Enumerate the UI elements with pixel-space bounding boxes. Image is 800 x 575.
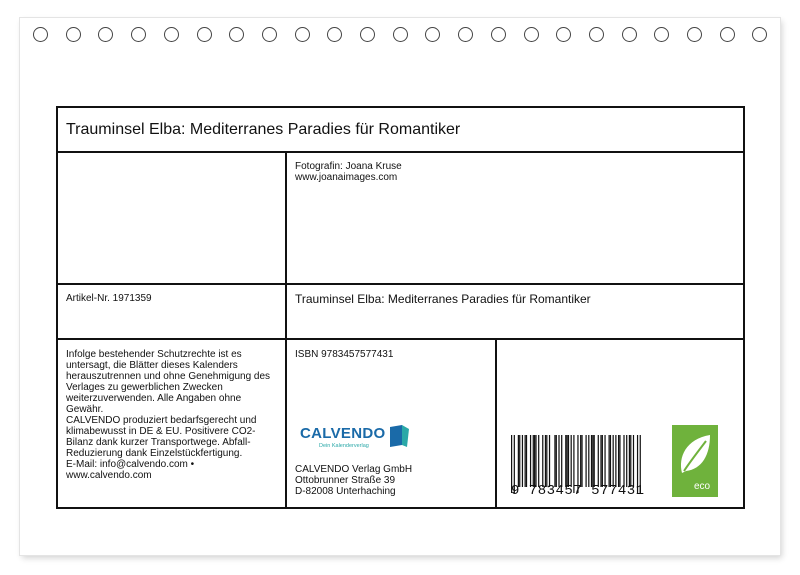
binding-ring xyxy=(262,27,277,42)
photographer-name: Fotografin: Joana Kruse xyxy=(295,161,402,172)
publisher-address xyxy=(295,464,412,497)
barcode-bar xyxy=(526,435,527,487)
binding-ring xyxy=(654,27,669,42)
barcode-number: 9 783457 577431 xyxy=(511,483,645,499)
calvendo-logo-tagline: Dein Kalenderverlag xyxy=(319,443,369,449)
binding-ring xyxy=(164,27,179,42)
binding-ring xyxy=(327,27,342,42)
barcode-bar xyxy=(604,435,605,487)
barcode-bar xyxy=(554,435,555,487)
barcode-bar xyxy=(525,435,526,487)
barcode-bar xyxy=(630,435,631,487)
binding-ring xyxy=(33,27,48,42)
barcode-bar xyxy=(633,435,634,487)
legal-line: Bilanz dank kurzer Transportwege. Abfall- xyxy=(66,437,251,448)
legal-line: E-Mail: info@calvendo.com • xyxy=(66,459,195,470)
binding-ring xyxy=(622,27,637,42)
image-left-cell xyxy=(56,151,287,285)
binding-ring xyxy=(229,27,244,42)
legal-text xyxy=(66,349,284,481)
publisher-name: CALVENDO Verlag GmbH xyxy=(295,464,413,475)
barcode-bar xyxy=(602,435,603,487)
legal-line: klimabewusst in DE & EU. Positivere CO2- xyxy=(66,426,256,437)
barcode-bar xyxy=(542,435,543,487)
barcode-bar xyxy=(619,435,620,487)
article-cell xyxy=(56,283,287,340)
binding-ring xyxy=(720,27,735,42)
barcode-bar xyxy=(546,435,547,487)
legal-line: www.calvendo.com xyxy=(66,470,152,481)
legal-line: Infolge bestehender Schutzrechte ist es xyxy=(66,349,242,360)
binding-ring xyxy=(589,27,604,42)
barcode-bar xyxy=(533,435,534,487)
binding-ring xyxy=(295,27,310,42)
legal-line: CALVENDO produziert bedarfsgerecht und xyxy=(66,415,257,426)
calvendo-logo-text: CALVENDO xyxy=(300,425,386,442)
binding-ring xyxy=(491,27,506,42)
barcode-bar xyxy=(567,435,568,487)
barcode-bar xyxy=(568,435,569,487)
barcode-bar xyxy=(549,435,550,487)
binding-ring xyxy=(98,27,113,42)
barcode-bar xyxy=(561,435,562,487)
calvendo-book-icon xyxy=(388,423,410,449)
barcode-bar xyxy=(618,435,619,487)
barcode-bar xyxy=(538,435,539,487)
legal-line: weiterzuverwenden. Alle Angaben ohne xyxy=(66,393,242,404)
barcode-bar xyxy=(522,435,523,487)
barcode-bar xyxy=(518,435,519,487)
barcode-bar xyxy=(588,435,589,487)
binding-rings xyxy=(30,27,770,49)
binding-ring xyxy=(66,27,81,42)
barcode-bar xyxy=(629,435,630,487)
binding-ring xyxy=(360,27,375,42)
barcode-bar xyxy=(580,435,581,487)
barcode-bar xyxy=(535,435,536,487)
barcode-bar xyxy=(594,435,595,487)
photographer-website: www.joanaimages.com xyxy=(295,172,398,183)
calvendo-logo xyxy=(300,421,412,451)
binding-ring xyxy=(556,27,571,42)
barcode-bar xyxy=(615,435,616,487)
binding-ring xyxy=(197,27,212,42)
legal-line: untersagt, die Blätter dieses Kalenders xyxy=(66,360,238,371)
eco-logo xyxy=(672,425,718,497)
publisher-street: Ottobrunner Straße 39 xyxy=(295,475,396,486)
barcode-bar xyxy=(623,435,624,487)
barcode-bar xyxy=(626,435,627,487)
subtitle: Trauminsel Elba: Mediterranes Paradies für Romantiker xyxy=(295,292,591,306)
barcode-bar xyxy=(558,435,559,487)
photographer-credit xyxy=(295,161,402,183)
binding-ring xyxy=(752,27,767,42)
barcode-bar xyxy=(585,435,586,487)
barcode-bar xyxy=(613,435,614,487)
legal-line: Verlages zu gewerblichen Zwecken xyxy=(66,382,223,393)
publisher-city: D-82008 Unterhaching xyxy=(295,486,396,497)
leaf-icon xyxy=(672,429,718,479)
binding-ring xyxy=(524,27,539,42)
barcode-bar xyxy=(534,435,535,487)
legal-line: herauszutrennen und ohne Genehmigung des xyxy=(66,371,271,382)
article-number: Artikel-Nr. 1971359 xyxy=(66,293,152,304)
barcode-bar xyxy=(519,435,520,487)
eco-label: eco xyxy=(694,481,711,492)
barcode-bar xyxy=(592,435,593,487)
binding-ring xyxy=(131,27,146,42)
barcode-bar xyxy=(556,435,557,487)
legal-line: Gewähr. xyxy=(66,404,104,415)
page-title: Trauminsel Elba: Mediterranes Paradies für Romantiker xyxy=(66,121,461,138)
barcode-bar xyxy=(530,435,531,487)
barcode-bar xyxy=(598,435,599,487)
binding-ring xyxy=(393,27,408,42)
binding-ring xyxy=(458,27,473,42)
barcode-bar xyxy=(610,435,611,487)
barcode-bar xyxy=(545,435,546,487)
barcode-bar xyxy=(571,435,572,487)
isbn: ISBN 9783457577431 xyxy=(295,349,394,360)
barcode-bar xyxy=(600,435,601,487)
binding-ring xyxy=(425,27,440,42)
binding-ring xyxy=(687,27,702,42)
barcode-bar xyxy=(565,435,566,487)
legal-line: Reduzierung dank Einzelstückfertigung. xyxy=(66,448,243,459)
barcode-bar xyxy=(581,435,582,487)
barcode-bar xyxy=(609,435,610,487)
barcode-bar xyxy=(591,435,592,487)
